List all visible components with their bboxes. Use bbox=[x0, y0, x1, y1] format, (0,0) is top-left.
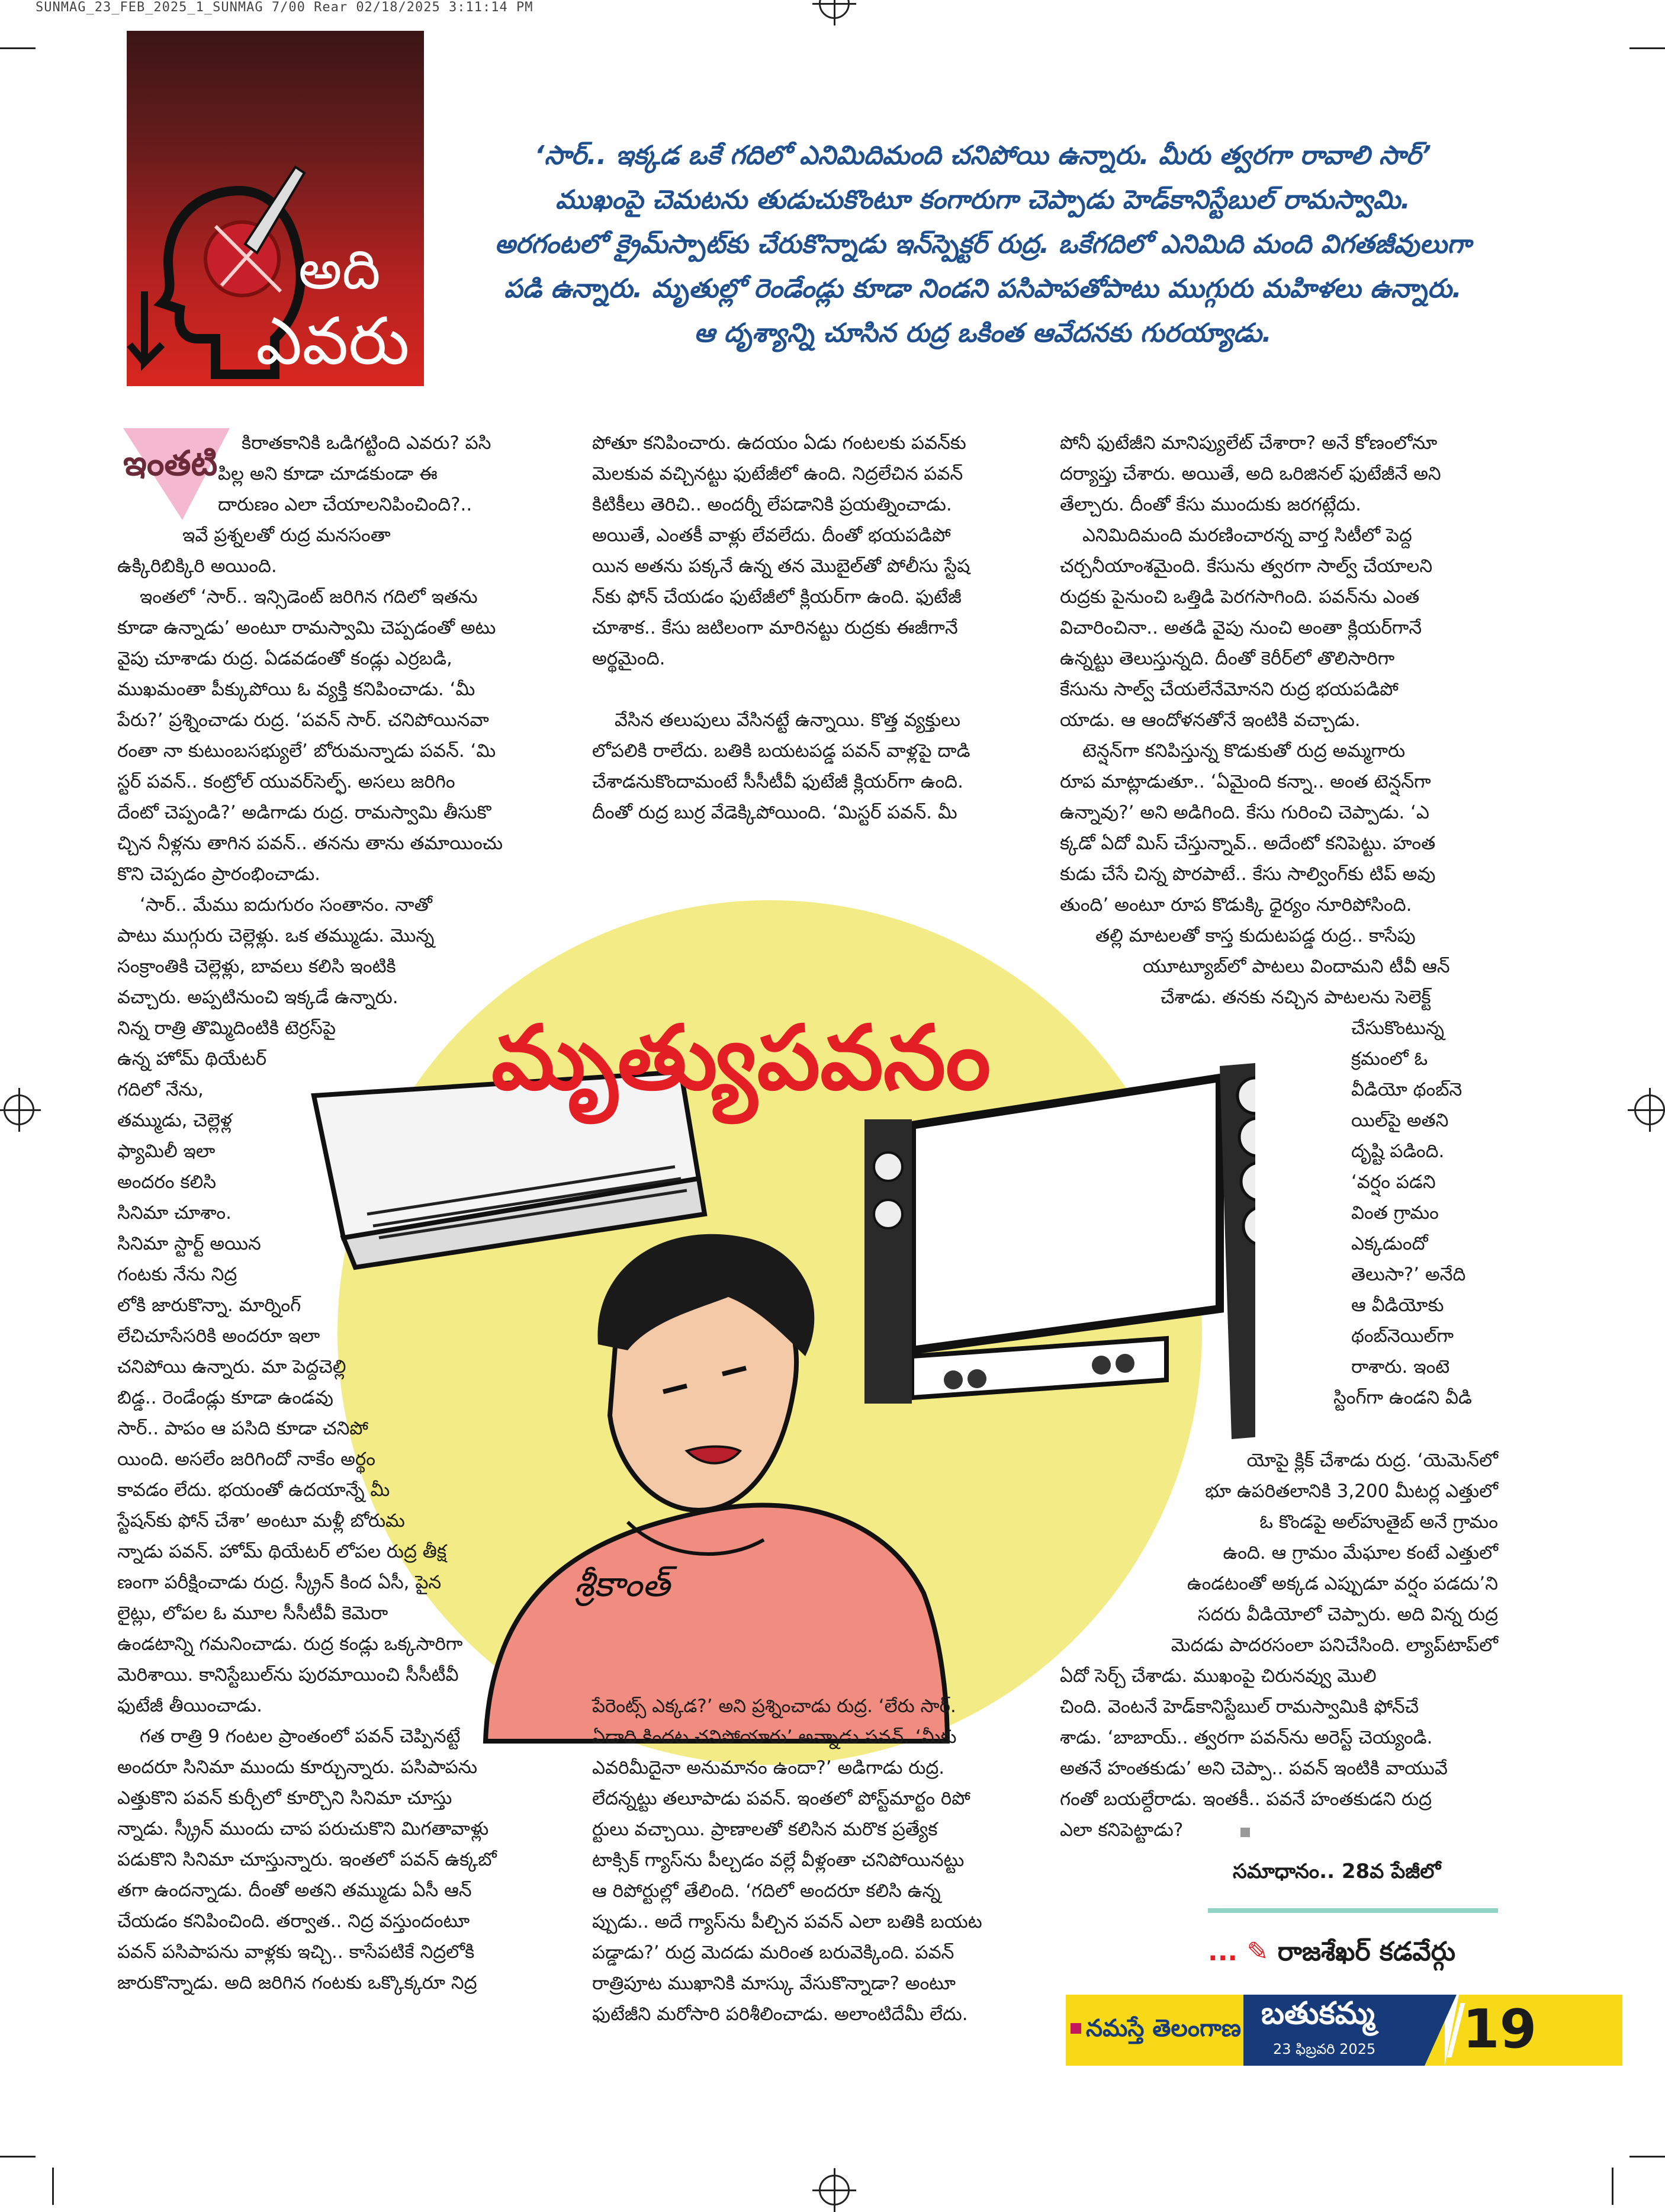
text-line: అర్థమైంది. bbox=[592, 648, 666, 669]
text-line: దారుణం ఎలా చేయాలనిపించింది?.. bbox=[218, 494, 472, 515]
text-line: తుంది’ అంటూ రూప కొడుక్కి ధైర్యం నూరిపోసింది. bbox=[1060, 894, 1412, 916]
text-line: లేదన్నట్టు తలూపాడు పవన్. ఇంతలో పోస్ట్‌మార్టం రిపో bbox=[592, 1788, 970, 1809]
text-line: ఏడాది కిందట చనిపోయారు’ అన్నాడు పవన్. ‘మీకు bbox=[592, 1726, 957, 1748]
text-line: టెన్షన్‌గా కనిపిస్తున్న కొడుకుతో రుద్ర అమ్మగారు bbox=[1082, 740, 1406, 762]
text-line: దీంతో రుద్ర బుర్ర వేడెక్కిపోయింది. ‘మిస్టర్ పవన్. మీ bbox=[592, 802, 957, 823]
intro-line: ‘సార్.. ఇక్కడ ఒకే గదిలో ఎనిమిదిమంది చనిపోయి ఉన్నారు. మీరు త్వరగా రావాలి సార్’ bbox=[534, 140, 1432, 171]
crop-mark bbox=[0, 2156, 36, 2158]
text-line: ర్టులు వచ్చాయి. ప్రాణాలతో కలిసిన మరొక ప్రత్యేక bbox=[592, 1819, 938, 1840]
text-line: చూశాక.. కేసు జటిలంగా మారినట్టు రుద్రకు ఈజీగానే bbox=[592, 617, 958, 638]
text-line: రూప మాట్లాడుతూ.. ‘ఏమైంది కన్నా.. అంత టెన్షన్‌గా bbox=[1060, 771, 1431, 792]
crop-mark bbox=[1629, 2156, 1665, 2158]
text-line: రంతా నా కుటుంబసభ్యులే’ బోరుమన్నాడు పవన్. ‘మి bbox=[117, 740, 496, 762]
text-line: ఉన్నట్టు తెలుస్తున్నది. దీంతో కెరీర్‌లో తొలిసారిగా bbox=[1060, 648, 1395, 669]
text-line: కిరాతకానికి ఒడిగట్టింది ఎవరు? పసి bbox=[242, 432, 491, 454]
continued-note: సమాధానం.. 28వ పేజీలో bbox=[1233, 1860, 1441, 1883]
intro-line: ఆ దృశ్యాన్ని చూసిన రుద్ర ఒకింత ఆవేదనకు గురయ్యాడు. bbox=[694, 318, 1272, 348]
text-line: స్టేషన్‌కు ఫోన్ చేశా’ అంటూ మళ్లీ బోరుమ bbox=[117, 1510, 405, 1532]
series-logo bbox=[127, 31, 424, 386]
text-line: రుద్రకు పైనుంచి ఒత్తిడి పెరగసాగింది. పవన్‌ను ఎంత bbox=[1060, 586, 1420, 608]
crop-mark bbox=[52, 2168, 54, 2205]
text-line: స్టింగ్‌గా ఉండని వీడి bbox=[1333, 1387, 1472, 1408]
text-line: ‘వర్షం పడని bbox=[1351, 1171, 1436, 1193]
text-line: ఏదో సెర్చ్ చేశాడు. ముఖంపై చిరునవ్వు మొలి bbox=[1060, 1665, 1377, 1687]
text-line: లోపలికి రాలేదు. బతికి బయటపడ్డ పవన్ వాళ్లపై దాడి bbox=[592, 740, 970, 762]
text-line: ఆ రిపోర్టుల్లో తేలింది. ‘గదిలో అందరూ కలిసి ఉన్న bbox=[592, 1880, 941, 1902]
text-line: ఫుటేజీ తీయించాడు. bbox=[117, 1695, 262, 1716]
text-line: దర్యాప్తు చేశారు. అయితే, అది ఒరిజినల్ ఫుటేజీనే అని bbox=[1060, 463, 1441, 484]
text-line: వేసిన తలుపులు వేసినట్టే ఉన్నాయి. కొత్త వ్యక్తులు bbox=[615, 709, 960, 731]
text-line: వచ్చారు. అప్పటినుంచి ఇక్కడే ఉన్నారు. bbox=[117, 987, 398, 1008]
text-line: సినిమా చూశాం. bbox=[117, 1202, 232, 1224]
registration-mark bbox=[1634, 1094, 1665, 1125]
divider bbox=[1208, 1908, 1498, 1913]
intro-line: అరగంటలో క్రైమ్‌స్పాట్‌కు చేరుకొన్నాడు ఇన్‌స్పెక్టర్ రుద్ర. ఒకేగదిలో ఎనిమిది మంది విగతజీవులుగా bbox=[494, 229, 1471, 259]
text-line: టాక్సిక్ గ్యాస్‌ను పీల్చడం వల్లే వీళ్లంతా చనిపోయినట్టు bbox=[592, 1850, 965, 1871]
text-line: వీడియో థంబ్‌నె bbox=[1351, 1079, 1462, 1100]
text-line: లోకి జారుకొన్నా. మార్నింగ్ bbox=[117, 1295, 301, 1316]
text-line: చనిపోయి ఉన్నారు. మా పెద్దచెల్లి bbox=[117, 1356, 346, 1378]
text-line: సినిమా స్టార్ట్ అయిన bbox=[117, 1233, 261, 1254]
byline-prefix: ... bbox=[1208, 1937, 1238, 1967]
text-line: ప్పుడు.. అదే గ్యాస్‌ను పీల్చిన పవన్ ఎలా బతికి బయట bbox=[592, 1911, 982, 1932]
text-line: నిన్న రాత్రి తొమ్మిదింటికి టెర్రస్‌పై bbox=[117, 1017, 336, 1039]
text-line: కేసును సాల్వ్ చేయలేనేమోనని రుద్ర భయపడిపో bbox=[1060, 679, 1399, 700]
text-line: తగా ఉందన్నాడు. దీంతో అతని తమ్ముడు ఏసీ ఆన్ bbox=[117, 1880, 472, 1901]
pen-icon: ✎ bbox=[1246, 1937, 1269, 1967]
text-line: లేచిచూసేసరికి అందరూ ఇలా bbox=[117, 1325, 320, 1347]
text-line: ఇంతలో ‘సార్.. ఇన్సిడెంట్ జరిగిన గదిలో ఇతను bbox=[140, 586, 478, 608]
text-line: సంక్రాంతికి చెల్లెళ్లు, బావలు కలిసి ఇంటికి bbox=[117, 956, 396, 977]
text-line: ఎక్కడుందో bbox=[1351, 1233, 1428, 1254]
series-logo-line2: ఎవరు bbox=[256, 303, 410, 379]
bullet-icon bbox=[1071, 2023, 1081, 2034]
text-line: తేల్చారు. దీంతో కేసు ముందుకు జరగట్లేదు. bbox=[1060, 494, 1361, 515]
text-line: రాశారు. ఇంటె bbox=[1351, 1356, 1450, 1378]
text-line: ణంగా పరీక్షించాడు రుద్ర. స్క్రీన్ కింద ఏసీ, పైన bbox=[117, 1572, 442, 1593]
text-line: పోనీ ఫుటేజీని మానిప్యులేట్ చేశారా? అనే కోణంలోనూ bbox=[1060, 432, 1438, 454]
text-line: దేంటో చెప్పండి?’ అడిగాడు రుద్ర. రామస్వామి తీసుకొ bbox=[117, 802, 491, 823]
text-line: వైపు చూశాడు రుద్ర. ఏడవడంతో కండ్లు ఎర్రబడి, bbox=[117, 648, 452, 669]
text-line: విచారించినా.. అతడి వైపు నుంచి అంతా క్లియర్‌గానే bbox=[1060, 617, 1422, 638]
text-line: యిల్‌పై అతని bbox=[1351, 1110, 1449, 1131]
crop-mark bbox=[1612, 2168, 1613, 2205]
crop-mark bbox=[1629, 47, 1665, 49]
column-3-bottom bbox=[1060, 1445, 1498, 1845]
text-line: న్‌కు ఫోన్ చేయడం ఫుటేజీలో క్లియర్‌గా ఉంది. ఫుటేజీ bbox=[592, 586, 962, 608]
byline bbox=[1208, 1937, 1455, 1973]
text-line: థంబ్‌నెయిల్‌గా bbox=[1351, 1325, 1454, 1347]
print-slug: SUNMAG_23_FEB_2025_1_SUNMAG 7/00 Rear 02/18/2025 3:11:14 PM bbox=[36, 0, 533, 15]
text-line: పాటు ముగ్గురు చెల్లెళ్లు. ఒక తమ్ముడు. మొన్న bbox=[117, 925, 435, 946]
artist-signature: శ్రీకాంత్ bbox=[574, 1564, 670, 1605]
text-line: ‘సార్.. మేము ఐదుగురం సంతానం. నాతో bbox=[140, 894, 432, 916]
series-logo-line1: అది bbox=[298, 238, 381, 301]
column-2-top bbox=[592, 428, 1024, 828]
registration-mark bbox=[819, 2175, 850, 2205]
text-line: యోపై క్లిక్ చేశాడు రుద్ర. ‘యెమెన్‌లో bbox=[1246, 1450, 1498, 1471]
text-line: ముఖమంతా పీక్కుపోయి ఓ వ్యక్తి కనిపించాడు. ‘మీ bbox=[117, 679, 475, 700]
text-line: అయితే, ఎంతకీ వాళ్లు లేవలేదు. దీంతో భయపడిపో bbox=[592, 525, 951, 546]
text-line: ఆ వీడియోకు bbox=[1351, 1295, 1444, 1316]
text-line: కిటికీలు తెరిచి.. అందర్నీ లేపడానికి ప్రయత్నించాడు. bbox=[592, 494, 952, 515]
text-line: ఉన్నావు?’ అని అడిగింది. కేసు గురించి చెప్పాడు. ‘ఎ bbox=[1060, 802, 1429, 823]
text-line: ఉండటాన్ని గమనించాడు. రుద్ర కండ్లు ఒక్కసారిగా bbox=[117, 1633, 463, 1655]
text-line: భూ ఉపరితలానికి 3,200 మీటర్ల ఎత్తులో bbox=[1205, 1481, 1498, 1502]
text-line: పోతూ కనిపించారు. ఉదయం ఏడు గంటలకు పవన్‌కు bbox=[592, 432, 966, 454]
page-footer bbox=[1066, 1995, 1622, 2066]
text-line: అందరం కలిసి bbox=[117, 1171, 217, 1193]
text-line: శాడు. ‘బాబాయ్.. త్వరగా పవన్‌ను అరెస్ట్ చెయ్యండి. bbox=[1060, 1727, 1433, 1748]
text-line: ఇవే ప్రశ్నలతో రుద్ర మనసంతా bbox=[182, 525, 391, 546]
text-line: ఉంది. ఆ గ్రామం మేఘాల కంటే ఎత్తులో bbox=[1223, 1542, 1498, 1564]
text-line: క్రమంలో ఓ bbox=[1351, 1048, 1428, 1070]
text-line: తల్లి మాటలతో కాస్త కుదుటపడ్డ రుద్ర.. కాసేపు bbox=[1095, 925, 1416, 946]
text-line: జారుకొన్నాడు. అది జరిగిన గంటకు ఒక్కొక్కరూ నిద్ర bbox=[117, 1972, 477, 1993]
text-line: చేశాడనుకొందామంటే సీసీటీవీ ఫుటేజీ క్లియర్‌గా ఉంది. bbox=[592, 771, 963, 792]
text-line: యాడు. ఆ ఆందోళనతోనే ఇంటికి వచ్చాడు. bbox=[1060, 709, 1361, 731]
text-line: తమ్ముడు, చెల్లెళ్ల bbox=[117, 1110, 232, 1131]
text-line: పేరు?’ ప్రశ్నించాడు రుద్ర. ‘పవన్ సార్. చనిపోయినవా bbox=[117, 709, 489, 731]
text-line: ఉక్కిరిబిక్కిరి అయింది. bbox=[117, 556, 277, 577]
text-line: ఉన్న హోమ్ థియేటర్ bbox=[117, 1048, 267, 1070]
text-line: చేయడం కనిపించింది. తర్వాత.. నిద్ర వస్తుందంటూ bbox=[117, 1911, 470, 1932]
text-line: అతనే హంతకుడు’ అని చెప్పా.. పవన్ ఇంటికి వాయువే bbox=[1060, 1758, 1448, 1779]
speaker-left-icon bbox=[864, 1119, 912, 1404]
footer-brand2: బతుకమ్మ bbox=[1261, 1996, 1375, 2031]
column-2-bottom bbox=[592, 1691, 1024, 2030]
registration-mark bbox=[4, 1094, 34, 1125]
text-line: చర్చనీయాంశమైంది. కేసును త్వరగా సాల్వ్ చేయాలని bbox=[1060, 556, 1433, 577]
text-line: తెలుసా?’ అనేది bbox=[1351, 1264, 1466, 1285]
text-line: యూట్యూబ్‌లో పాటలు విందామని టీవీ ఆన్ bbox=[1143, 956, 1450, 977]
text-line: క్కడో ఏదో మిస్ చేస్తున్నావ్.. అదేంటో కనిపెట్టు. హంత bbox=[1060, 833, 1436, 854]
text-line: కావడం లేదు. భయంతో ఉదయాన్నే మీ bbox=[117, 1479, 390, 1501]
column-1-wrap bbox=[117, 1044, 555, 1998]
text-line: ఎత్తుకొని పవన్ కుర్చీలో కూర్చొని సినిమా చూస్తు bbox=[117, 1787, 452, 1809]
text-line: కూడా ఉన్నాడు’ అంటూ రామస్వామి చెప్పడంతో అటు bbox=[117, 617, 496, 638]
text-line: బిడ్డ.. రెండేండ్లు కూడా ఉండవు bbox=[117, 1387, 333, 1408]
text-line: పేరెంట్స్ ఎక్కడ?’ అని ప్రశ్నించాడు రుద్ర. ‘లేరు సార్. bbox=[592, 1696, 956, 1717]
text-line: ఓ కొండపై అల్‌హుతైబ్ అనే గ్రామం bbox=[1259, 1511, 1498, 1533]
text-line: లైట్లు, లోపల ఓ మూల సీసీటీవీ కెమెరా bbox=[117, 1603, 388, 1624]
text-line: పడుకొని సినిమా చూస్తున్నారు. ఇంతలో పవన్ ఉక్కబో bbox=[117, 1849, 497, 1870]
text-line: మెలకువ వచ్చినట్టు ఫుటేజీలో ఉంది. నిద్రలేచిన పవన్ bbox=[592, 463, 963, 484]
text-line: ఎవరిమీదైనా అనుమానం ఉందా?’ అడిగాడు రుద్ర. bbox=[592, 1757, 945, 1778]
text-line: న్నాడు పవన్. హోమ్ థియేటర్ లోపల రుద్ర తీక్ష bbox=[117, 1541, 447, 1562]
text-line: ఫుటేజీని మరోసారి పరిశీలించాడు. అలాంటిదేమీ లేదు. bbox=[592, 2004, 968, 2025]
intro-line: పడి ఉన్నారు. మృతుల్లో రెండేండ్లు కూడా నిండని పసిపాపతోపాటు ముగ్గురు మహిళలు ఉన్నారు. bbox=[504, 274, 1462, 304]
text-line: గత రాత్రి 9 గంటల ప్రాంతంలో పవన్ చెప్పినట్టే bbox=[140, 1726, 461, 1747]
author-name: రాజశేఖర్ కడవేర్గు bbox=[1277, 1937, 1456, 1967]
speaker-right-icon bbox=[1220, 1060, 1255, 1439]
end-mark-icon bbox=[1240, 1828, 1250, 1837]
text-line: కుడు చేసే చిన్న పొరపాటే.. కేసు సాల్వింగ్‌కు టిప్ అవు bbox=[1060, 863, 1436, 885]
text-line: సార్.. పాపం ఆ పసిది కూడా చనిపో bbox=[117, 1418, 368, 1439]
text-line: రాత్రిపూట ముఖానికి మాస్కు వేసుకొన్నాడా? అంటూ bbox=[592, 1973, 956, 1994]
text-line: చింది. వెంటనే హెడ్‌కానిస్టేబుల్ రామస్వామికి ఫోన్‌చే bbox=[1060, 1696, 1419, 1717]
footer-date: 23 ఫిబ్రవరి 2025 bbox=[1273, 2041, 1376, 2057]
text-line: దృష్టి పడింది. bbox=[1351, 1141, 1445, 1162]
text-line: కొని చెప్పడం ప్రారంభించాడు. bbox=[117, 863, 321, 885]
text-line: స్టర్ పవన్.. కంట్రోల్ యువర్‌సెల్ఫ్. అసలు జరిగిం bbox=[117, 771, 455, 792]
text-line: గంటకు నేను నిద్ర bbox=[117, 1264, 237, 1285]
story-title: మృత్యుపవనం bbox=[491, 1007, 991, 1110]
text-line: చ్చిన నీళ్లను తాగిన పవన్.. తనను తాను తమాయించు bbox=[117, 833, 503, 854]
text-line: వింత గ్రామం bbox=[1351, 1202, 1439, 1224]
section-tag-text: ఇంతటి bbox=[123, 443, 218, 483]
text-line: పిల్ల అని కూడా చూడకుండా ఈ bbox=[218, 463, 438, 484]
text-line: పడ్డాడు?’ రుద్ర మెదడు మరింత బరువెక్కింది. పవన్ bbox=[592, 1942, 954, 1963]
footer-brand1: నమస్తే తెలంగాణ bbox=[1086, 2015, 1242, 2042]
text-line: చేశాడు. తనకు నచ్చిన పాటలను సెలెక్ట్ bbox=[1161, 987, 1431, 1008]
text-line: చేసుకొంటున్న bbox=[1351, 1017, 1444, 1039]
text-line: అందరూ సినిమా ముందు కూర్చున్నారు. పసిపాపను bbox=[117, 1757, 478, 1778]
intro-line: ముఖంపై చెమటను తుడుచుకొంటూ కంగారుగా చెప్పాడు హెడ్‌కానిస్టేబుల్ రామస్వామి. bbox=[555, 185, 1411, 215]
registration-mark bbox=[819, 0, 850, 19]
column-1-top bbox=[117, 428, 544, 1044]
text-line: ఫ్యామిలీ ఇలా bbox=[117, 1141, 216, 1162]
text-line: గంతో బయల్దేరాడు. ఇంతకీ.. పవనే హంతకుడని రుద్ర bbox=[1060, 1789, 1432, 1810]
text-line: గదిలో నేను, bbox=[117, 1079, 204, 1100]
column-3-top bbox=[1060, 428, 1498, 1013]
text-line: ఎనిమిదిమంది మరణించారన్న వార్త సిటీలో పెద్ద bbox=[1082, 525, 1412, 546]
column-3-wrap bbox=[1333, 1013, 1505, 1413]
text-line: యిన అతను పక్కనే ఉన్న తన మొబైల్‌తో పోలీసు స్టేష bbox=[592, 556, 970, 577]
intro-paragraph bbox=[456, 133, 1510, 355]
page-number: 19 bbox=[1462, 1998, 1537, 2060]
text-line: మెరిశాయి. కానిస్టేబుల్‌ను పురమాయించి సీసీటీవీ bbox=[117, 1664, 459, 1686]
text-line: న్నాడు. స్క్రీన్ ముందు చాప పరుచుకొని మిగతావాళ్లు bbox=[117, 1818, 489, 1839]
text-line: మెదడు పాదరసంలా పనిచేసింది. ల్యాప్‌టాప్‌లో bbox=[1171, 1635, 1498, 1656]
crop-mark bbox=[0, 47, 36, 49]
text-line: సదరు వీడియోలో చెప్పారు. అది విన్న రుద్ర bbox=[1197, 1604, 1498, 1625]
text-line: ఎలా కనిపెట్టాడు? bbox=[1060, 1819, 1184, 1841]
text-line: యింది. అసలేం జరిగిందో నాకేం అర్థం bbox=[117, 1449, 376, 1470]
text-line: ఉండటంతో అక్కడ ఎప్పుడూ వర్షం పడదు’ని bbox=[1187, 1573, 1498, 1594]
text-line: పవన్ పసిపాపను వాళ్లకు ఇచ్చి.. కాసేపటికే నిద్రలోకి bbox=[117, 1941, 475, 1963]
